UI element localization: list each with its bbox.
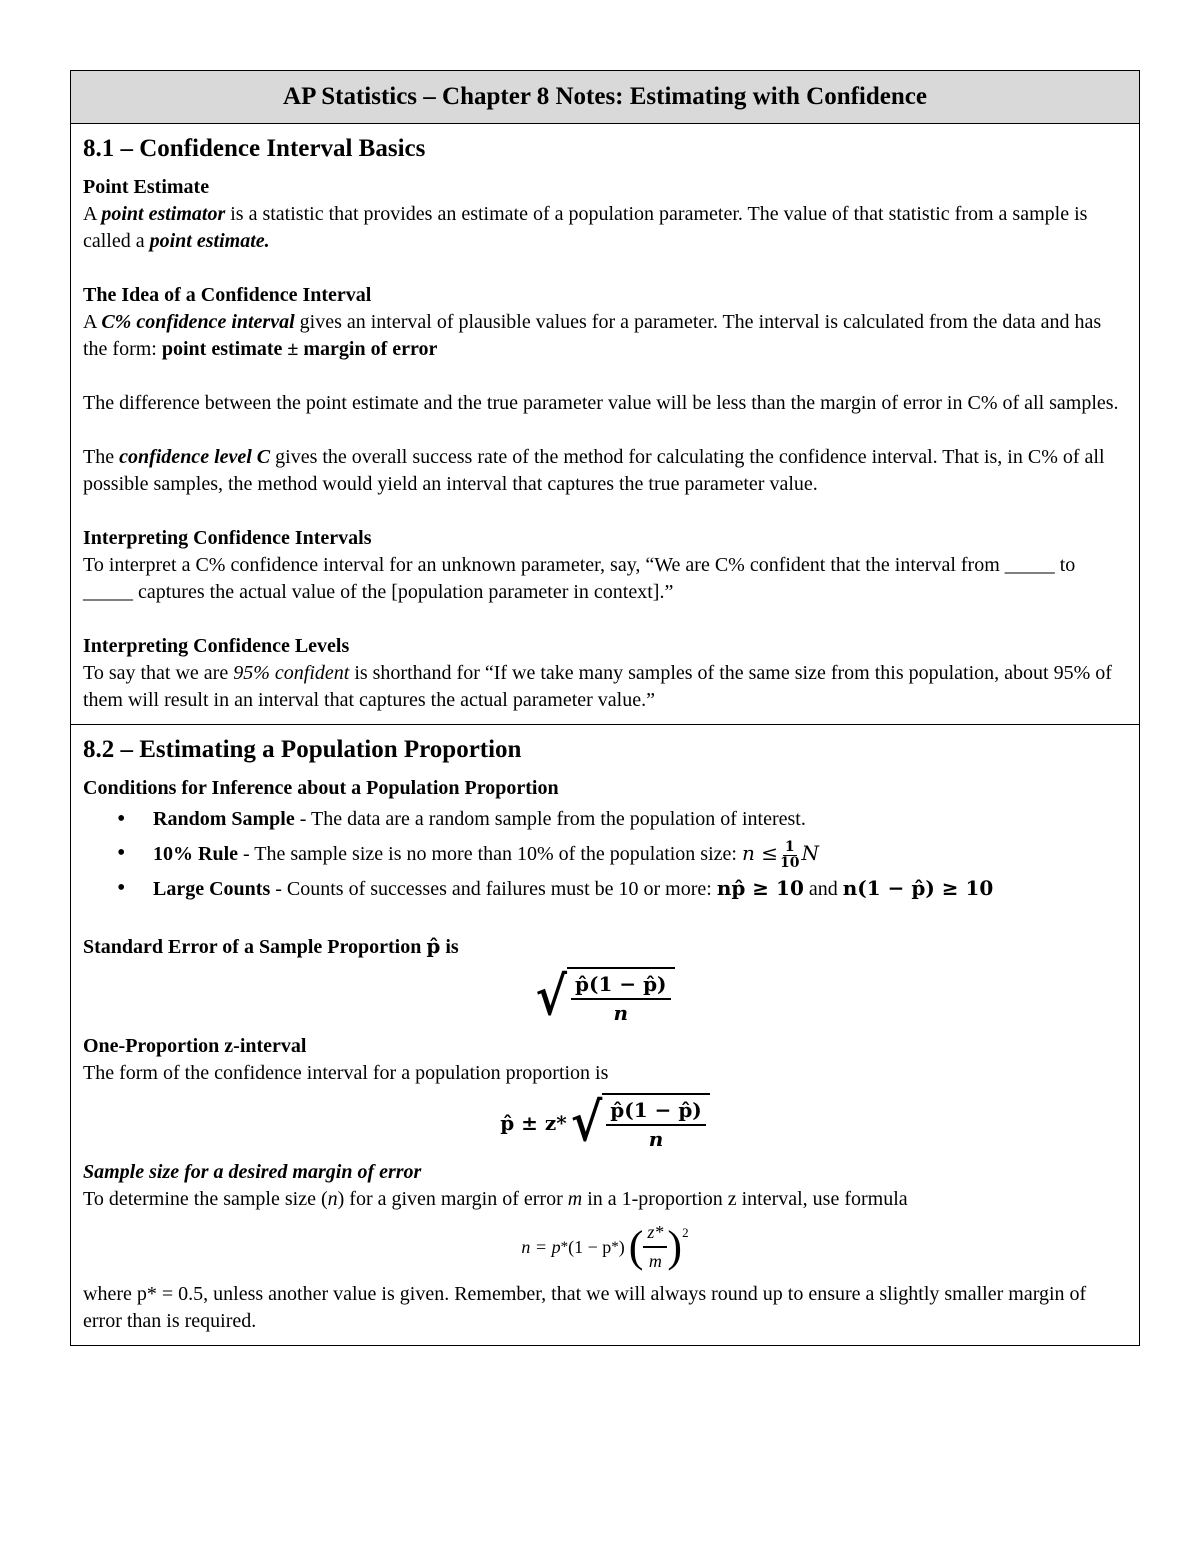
subheading-idea-ci: The Idea of a Confidence Interval [83,284,372,306]
z-interval-formula: p̂ ± z* √ $\frac{p̂(1 - p̂)}{n}$ [83,1093,1127,1153]
z-interval-text: The form of the confidence interval for a population proportion is [83,1062,609,1084]
subheading-conditions: Conditions for Inference about a Population Proportion [83,777,559,799]
point-estimate-text: A point estimator is a statistic that provides an estimate of a population parameter. The value of that statistic from a sample is called a point estimate. [83,203,1088,252]
notes-sheet [70,70,1140,1346]
section-heading: 8.2 – Estimating a Population Proportion [83,736,522,763]
section-8-1 [71,124,1139,724]
standard-error-formula: √ $\frac{p̂(1 - p̂)}{n}$ [83,967,1127,1027]
page-title: AP Statistics – Chapter 8 Notes: Estimating with Confidence [71,71,1139,124]
interpreting-levels-text: To say that we are 95% confident is shorthand for “If we take many samples of the same size from this population, about 95% of them will result in an interval that captures the actual parameter value.” [83,662,1112,711]
subheading-z-interval: One-Proportion z-interval [83,1035,307,1057]
condition-random: • Random Sample - The data are a random sample from the population of interest. [153,802,1127,836]
fraction: $\frac{1}{10}$ [779,838,800,871]
subheading-standard-error: Standard Error of a Sample Proportion p̂ is [83,934,459,958]
section-8-2 [71,724,1139,1345]
subheading-point-estimate: Point Estimate [83,176,210,198]
subheading-interpreting-intervals: Interpreting Confidence Intervals [83,527,372,549]
condition-large-counts: • Large Counts - Counts of successes and failures must be 10 or more: np̂ ≥ 10 and n(1 − p̂) ≥ 10 [153,871,1127,906]
condition-ten-percent: • 10% Rule - The sample size is no more than 10% of the population size: n ≤ $\frac{1}{10}$ N [153,836,1127,871]
subheading-sample-size: Sample size for a desired margin of error [83,1161,422,1183]
conditions-list [83,802,1127,906]
difference-text: The difference between the point estimate and the true parameter value will be less than the margin of error in C% of all samples. [83,392,1119,414]
sample-size-text: To determine the sample size (n) for a given margin of error m in a 1-proportion z interval, use formula [83,1188,908,1210]
interpreting-intervals-text: To interpret a C% confidence interval for an unknown parameter, say, “We are C% confident that the interval from _____ to _____ captures the actual value of the [population parameter in context].” [83,554,1076,603]
closing-text: where p* = 0.5, unless another value is given. Remember, that we will always round up to ensure a slightly smaller margin of error than is required. [83,1283,1087,1332]
subheading-interpreting-levels: Interpreting Confidence Levels [83,635,350,657]
confidence-level-text: The confidence level C gives the overall success rate of the method for calculating the confidence interval. That is, in C% of all possible samples, the method would yield an interval that captures the true parameter value. [83,446,1105,495]
idea-ci-text: A C% confidence interval gives an interval of plausible values for a parameter. The interval is calculated from the data and has the form: point estimate ± margin of error [83,311,1102,360]
section-heading: 8.1 – Confidence Interval Basics [83,135,426,162]
sample-size-formula: n = p * (1 − p * ) ( $\frac{z*}{m}$ ) $^2$ [83,1219,1127,1275]
